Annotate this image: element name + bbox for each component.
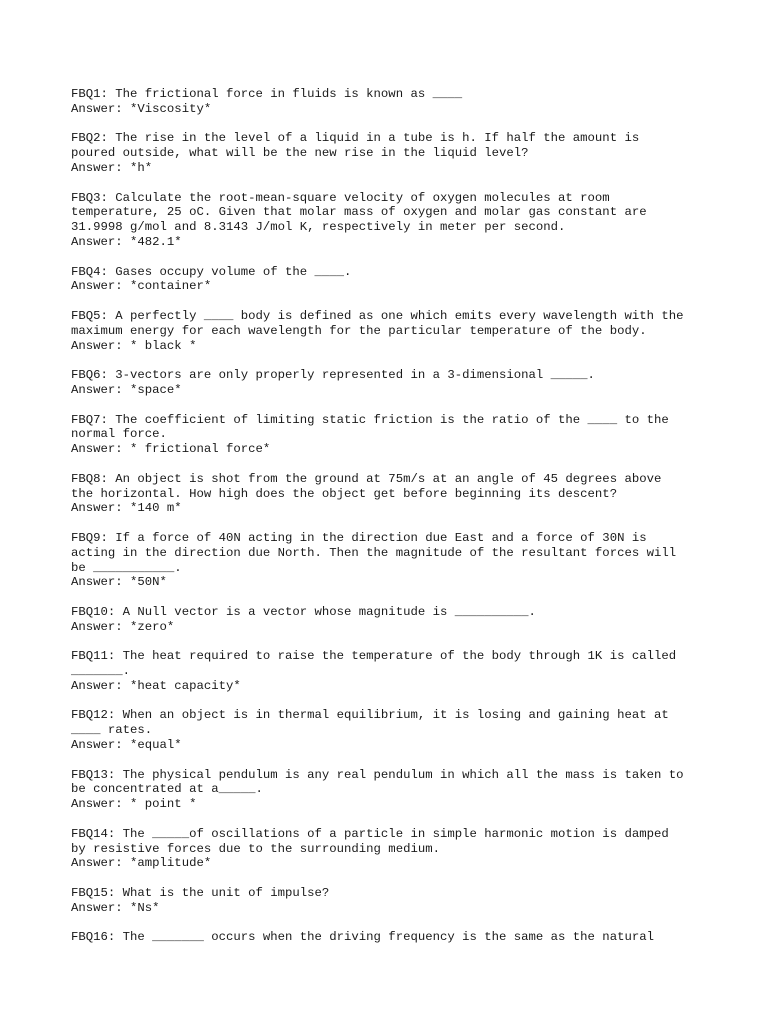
answer-text: Answer: *h* xyxy=(71,160,153,175)
question-text: FBQ9: If a force of 40N acting in the direction due East and a force of 30N is acting in the direction due North. Then the magnitude of the resultant forces will be ___________. xyxy=(71,530,677,575)
question-text: FBQ10: A Null vector is a vector whose magnitude is __________. xyxy=(71,604,536,619)
question-text: FBQ8: An object is shot from the ground at 75m/s at an angle of 45 degrees above the horizontal. How high does the object get before beginning its descent? xyxy=(71,471,662,501)
question-text: FBQ1: The frictional force in fluids is known as ____ xyxy=(71,87,463,101)
answer-text: Answer: *equal* xyxy=(71,738,182,753)
question-item xyxy=(71,605,711,635)
question-item xyxy=(71,131,711,175)
answer-text: Answer: *Ns* xyxy=(71,900,160,915)
question-text: FBQ13: The physical pendulum is any real pendulum in which all the mass is taken to be concentrated at a_____. xyxy=(71,767,684,797)
question-item xyxy=(71,768,711,812)
answer-text: Answer: *heat capacity* xyxy=(71,678,241,693)
question-item xyxy=(71,930,711,945)
question-item xyxy=(71,309,711,353)
answer-text: Answer: * point * xyxy=(71,797,197,812)
question-text: FBQ5: A perfectly ____ body is defined as one which emits every wavelength with the maximum energy for each wavelength for the particular temperature of the body. xyxy=(71,308,684,338)
question-text: FBQ3: Calculate the root-mean-square velocity of oxygen molecules at room temperature, 25 oC. Given that molar mass of oxygen and molar gas constant are 31.9998 g/mol and 8.3143 J/mol K, respectively in meter per second. xyxy=(71,190,647,235)
question-item xyxy=(71,472,711,516)
question-item xyxy=(71,649,711,693)
question-item xyxy=(71,886,711,916)
question-item xyxy=(71,413,711,457)
question-item xyxy=(71,827,711,871)
answer-text: Answer: *482.1* xyxy=(71,234,182,249)
question-item xyxy=(71,368,711,398)
question-text: FBQ16: The _______ occurs when the driving frequency is the same as the natural xyxy=(71,930,654,945)
question-text: FBQ4: Gases occupy volume of the ____. xyxy=(71,264,352,279)
answer-text: Answer: * black * xyxy=(71,338,197,353)
answer-text: Answer: *zero* xyxy=(71,619,175,634)
question-text: FBQ2: The rise in the level of a liquid in a tube is h. If half the amount is poured outside, what will be the new rise in the liquid level? xyxy=(71,131,640,161)
question-item xyxy=(71,191,711,250)
question-text: FBQ12: When an object is in thermal equilibrium, it is losing and gaining heat at ____ rates. xyxy=(71,708,669,738)
answer-text: Answer: *space* xyxy=(71,382,182,397)
answer-text: Answer: *50N* xyxy=(71,575,167,590)
answer-text: Answer: *Viscosity* xyxy=(71,101,212,116)
question-text: FBQ7: The coefficient of limiting static friction is the ratio of the ____ to the normal force. xyxy=(71,412,669,442)
answer-text: Answer: *amplitude* xyxy=(71,856,212,871)
question-item xyxy=(71,87,711,117)
question-item xyxy=(71,708,711,752)
question-text: FBQ15: What is the unit of impulse? xyxy=(71,886,330,901)
answer-text: Answer: *140 m* xyxy=(71,501,182,516)
question-text: FBQ11: The heat required to raise the temperature of the body through 1K is called _______. xyxy=(71,649,677,679)
question-text: FBQ14: The _____of oscillations of a particle in simple harmonic motion is damped by resistive forces due to the surrounding medium. xyxy=(71,826,669,856)
answer-text: Answer: * frictional force* xyxy=(71,442,271,457)
question-item xyxy=(71,531,711,590)
answer-text: Answer: *container* xyxy=(71,279,212,294)
question-list xyxy=(71,87,711,960)
question-item xyxy=(71,265,711,295)
question-text: FBQ6: 3-vectors are only properly represented in a 3-dimensional _____. xyxy=(71,368,595,383)
